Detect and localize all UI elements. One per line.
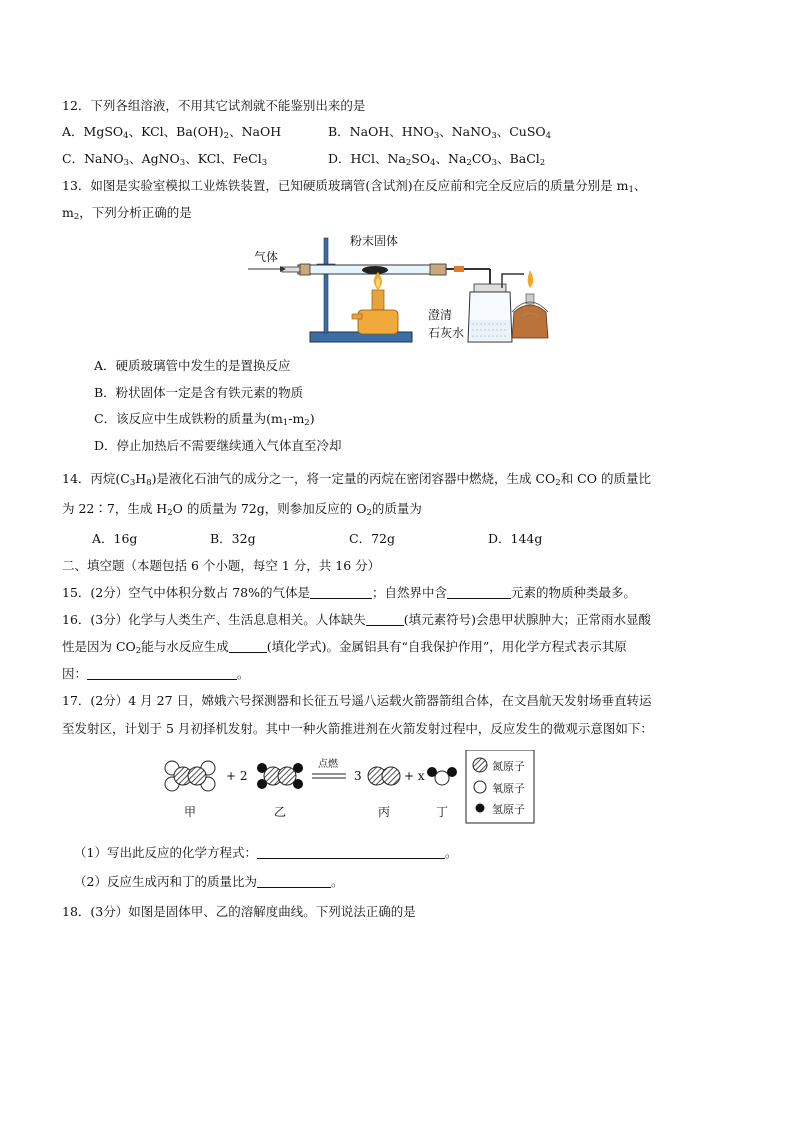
q13-option-a: A．硬质玻璃管中发生的是置换反应 [94,358,291,373]
label-ding: 丁 [436,805,449,819]
q13-option-d: D．停止加热后不需要继续通入气体直至冷却 [94,438,342,453]
q16-blank-3[interactable] [87,667,237,680]
q12-option-d: D．HCl、$Na_2SO_4$、$Na_2CO_3$、BaCl$_2$ [328,151,546,168]
iron-smelting-apparatus-figure [240,228,560,350]
q18-stem: 18．(3分）如图是固体甲、乙的溶解度曲线。下列说法正确的是 [62,904,416,919]
coef-plus-2: + 2 [226,769,248,783]
coef-3: 3 [354,769,362,783]
q17-blank-2[interactable] [257,875,331,888]
legend-hydrogen: 氢原子 [492,803,525,816]
label-yi: 乙 [274,805,287,819]
q13-option-b: B．粉状固体一定是含有铁元素的物质 [94,385,304,400]
q15-blank-1[interactable] [310,586,372,599]
fig-label-powder: 粉末固体 [350,234,399,248]
legend-oxygen: 氧原子 [492,782,525,795]
fig-label-limewater-2: 石灰水 [428,326,465,340]
q16-stem-line3: 因： 。 [62,666,250,681]
q17-stem-line1: 17．(2分）4 月 27 日，嫦娥六号探测器和长征五号遥八运载火箭器箭组合体，在文昌航天发射场垂直转运 [62,693,652,708]
q17-stem-line2: 至发射区，计划于 5 月初择机发射。其中一种火箭推进剂在火箭发射过程中，反应发生的微观示意图如下： [62,721,653,736]
q15-stem: 15．(2分）空气中体积分数占 78%的气体是 ；自然界中含 元素的物质种类最多。 [62,585,637,600]
q16-stem-line1: 16．(3分）化学与人类生产、生活息息相关。人体缺失 (填元素符号)会患甲状腺肿大；正常雨水显酸 [62,612,652,627]
q15-blank-2[interactable] [447,586,511,599]
q12-stem: 12．下列各组溶液，不用其它试剂就不能鉴别出来的是 [62,98,366,113]
q17-blank-1[interactable] [257,846,445,859]
coef-plus-x: + x [404,769,425,783]
q14-option-d: D．144g [488,531,543,546]
q17-sub1: （1）写出此反应的化学方程式： 。 [74,845,458,860]
section-heading: 二、填空题（本题包括 6 个小题，每空 1 分，共 16 分） [62,558,381,573]
q12-option-b: B．NaOH、$HNO_3$、NaNO$_3$、CuSO$_4$ [328,124,552,141]
legend-nitrogen: 氮原子 [492,760,525,773]
fig-label-limewater-1: 澄清 [428,308,453,322]
q13-stem-line2: $m_2$，下列分析正确的是 [62,205,192,222]
q12-option-c: C．NaNO$_3$、AgNO$_3$、KCl、FeCl$_3$ [62,151,268,168]
q12-option-a: A．MgSO$_4$、KCl、$Ba(OH)_2$、NaOH [62,124,282,141]
q16-stem-line2: 性是因为 $CO_2$能与水反应生成 (填化学式)。金属铝具有“自我保护作用”，用化学方程式表示其原 [62,639,627,656]
label-bing: 丙 [378,805,391,819]
q13-stem-line1: 13．如图是实验室模拟工业炼铁装置，已知硬质玻璃管(含试剂)在反应前和完全反应后的质量分别是 $m_1$、 [62,178,647,195]
label-jia: 甲 [184,805,197,819]
micro-reaction-diagram [150,750,536,825]
q14-option-a: A．16g [92,531,138,546]
q14-option-c: C．72g [349,531,395,546]
q14-stem-line2: 为 22∶7，生成 $H_2O$ 的质量为 72g，则参加反应的 $O_2$的质量为 [62,501,422,518]
q14-stem-line1: 14．丙烷$(C_3H_8)$是液化石油气的成分之一，将一定量的丙烷在密闭容器中燃烧，生成 $CO_2$和 CO 的质量比 [62,471,651,488]
condition-ignite: 点燃 [318,759,338,770]
q16-blank-1[interactable] [366,613,404,626]
q14-option-b: B．32g [210,531,256,546]
q13-option-c: C．该反应中生成铁粉的质量为$(m_1-m_2)$ [94,411,315,428]
fig-label-gas: 气体 [254,250,279,264]
q17-sub2: （2）反应生成丙和丁的质量比为 。 [74,874,344,889]
q16-blank-2[interactable] [229,640,267,653]
